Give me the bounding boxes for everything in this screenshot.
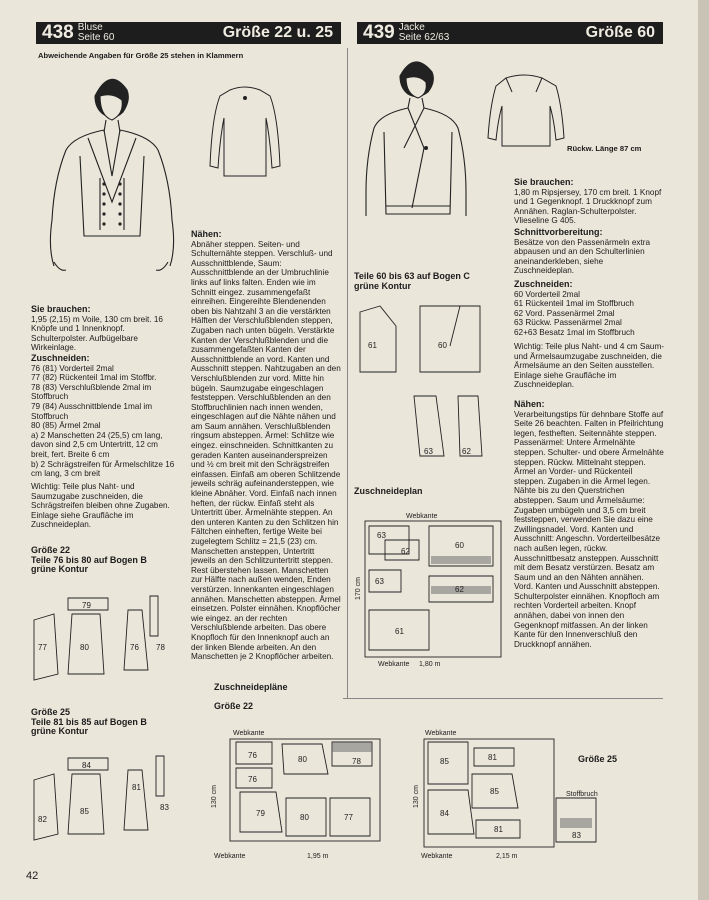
jacket-back-drawing (480, 72, 570, 152)
important-note: Wichtig: Teile plus Naht- und 4 cm Saum- und Ärmelsaumzugabe zuschneiden, die Ärmelsäume an den Seiten ausstellen. Einlage siehe Graufläche im Zuschneideplan. (514, 342, 665, 390)
model-size: Größe 60 (585, 24, 655, 41)
need-text: 1,95 (2,15) m Voile, 130 cm breit. 16 Knöpfe und 1 Innenknopf. Schulterpolster. Aufbügelbare Wirkeinlage. (31, 314, 163, 353)
svg-text:84: 84 (440, 809, 449, 818)
section-divider (343, 698, 663, 699)
blouse-figure-drawing (40, 66, 180, 296)
cut-line: b) 2 Schrägstreifen für Ärmelschlitze 16 cm lang, 3 cm breit (31, 459, 175, 479)
header-438 (36, 22, 341, 44)
column-divider (347, 48, 348, 698)
model-page: Seite 62/63 (398, 32, 450, 43)
svg-text:76: 76 (130, 643, 139, 652)
model-number: 438 (42, 22, 74, 43)
need-text: 1,80 m Ripsjersey, 170 cm breit. 1 Knopf und 1 Gegenknopf. 1 Druckknopf zum Annähen. Raglan-Schulterpolster. Vlieseline G 405. (514, 187, 662, 226)
g22-sheet: Teile 76 bis 80 auf Bogen B (31, 554, 147, 565)
svg-text:60: 60 (438, 341, 447, 350)
cut-line: 62 Vord. Passenärmel 2mal (514, 308, 615, 318)
svg-text:63: 63 (377, 531, 386, 540)
blouse-back-drawing (200, 80, 290, 180)
prep-title: Schnittvorbereitung: (514, 227, 603, 237)
g25-contour: grüne Kontur (31, 726, 88, 737)
svg-text:76: 76 (248, 775, 257, 784)
plan-title: Zuschneideplan (354, 486, 423, 496)
important-note: Wichtig: Teile plus Naht- und Saumzugabe zuschneiden, die Schrägstreifen bleiben ohne Zugaben. Einlage siehe Graufläche im Zuschneideplan. (31, 482, 170, 530)
svg-text:79: 79 (256, 809, 265, 818)
back-length: Rückw. Länge 87 cm (567, 144, 642, 153)
cut-line: 61 Rückenteil 1mal im Stoffbruch (514, 299, 634, 309)
fold-label: Stoffbruch (566, 791, 598, 798)
prep-section (514, 228, 664, 276)
svg-text:77: 77 (344, 813, 353, 822)
header-439 (357, 22, 663, 44)
svg-text:63: 63 (424, 447, 433, 456)
cut-line: 62+63 Besatz 1mal im Stoffbruch (514, 327, 635, 337)
plans-title: Zuschneidepläne (214, 682, 288, 692)
webkante-label: Webkante (233, 730, 265, 737)
plan22-length: 1,95 m (307, 853, 329, 860)
svg-text:78: 78 (156, 643, 165, 652)
cut-title: Zuschneiden: (31, 353, 90, 363)
svg-text:84: 84 (82, 761, 91, 770)
cut-line: 76 (81) Vorderteil 2mal (31, 363, 114, 373)
contour: grüne Kontur (354, 280, 411, 291)
svg-text:85: 85 (80, 807, 89, 816)
need-section (514, 178, 664, 226)
svg-text:78: 78 (352, 757, 361, 766)
svg-text:85: 85 (490, 787, 499, 796)
webkante-label: Webkante (425, 730, 457, 737)
sew-text: Verarbeitungstips für dehnbare Stoffe auf Seite 26 beachten. Falten in Pfeilrichtung legen, festheften. Seitennähte steppen. Passenärmel: Untere Ärmelnähte steppen. Schulter- und obere Ärmelnähte steppen. Rückw. Mittelnaht steppen. Ärmel an Vorder- und Rückenteil steppen. Zugaben in die Ärmel legen. Nähte bis zu den Querstrichen absteppen. Saum und Ärmelsäume: Zugaben umbügeln und 3,5 cm breit feststeppen, verwenden Sie dazu eine Zwillingsnadel. Vord. Kanten und Ausschnitt: Angeschn. Vorderteilbesätze nach außen legen, rückw. Ausschnittbesatz ansteppen. Ausschnitt mit dem Besatz verstürzen. Besatz am Saum und an den Nähten annähen. Vord. Kanten und Ausschnitt absteppen. Schulterpolster einnähen. Knopfloch am rechten Vorderteil arbeiten. Knopf annähen, dabei von innen den Gegenknopf mitfassen. An der linken Kante für den Innenverschluß den Druckknopf annähen. (514, 409, 664, 649)
svg-text:80: 80 (300, 813, 309, 822)
svg-text:80: 80 (298, 755, 307, 764)
pattern-pieces-439 (354, 298, 504, 478)
g22-contour: grüne Kontur (31, 564, 88, 575)
plan22-title: Größe 22 (214, 701, 254, 711)
cut-line: 79 (84) Ausschnittblende 1mal im Stoffbruch (31, 401, 153, 421)
g25-title: Größe 25 (31, 707, 71, 717)
sheet-title: Teile 60 bis 63 auf Bogen C (354, 271, 470, 281)
cut-line: a) 2 Manschetten 24 (25,5) cm lang, davon sind 2,5 cm Untertritt, 12 cm breit, fert. Breite 6 cm (31, 430, 163, 459)
svg-text:76: 76 (248, 751, 257, 760)
svg-text:63: 63 (375, 577, 384, 586)
sew-section (191, 230, 341, 662)
svg-text:80: 80 (80, 643, 89, 652)
pattern-pieces-25 (28, 750, 178, 850)
svg-text:61: 61 (368, 341, 377, 350)
cut-line: 63 Rückw. Passenärmel 2mal (514, 318, 622, 328)
svg-text:81: 81 (494, 825, 503, 834)
pattern-pieces-22 (28, 590, 178, 690)
plan22-drawing (210, 738, 390, 848)
adjacent-page-edge (698, 0, 709, 900)
plan439-width: 170 cm (355, 577, 362, 600)
svg-text:83: 83 (160, 803, 169, 812)
cut-section (514, 280, 664, 338)
need-title: Sie brauchen: (31, 304, 91, 314)
g22-title: Größe 22 (31, 545, 71, 555)
sew-section (514, 400, 664, 649)
model-size: Größe 22 u. 25 (222, 24, 333, 41)
svg-text:82: 82 (38, 815, 47, 824)
svg-text:61: 61 (395, 627, 404, 636)
size-note: Abweichende Angaben für Größe 25 stehen in Klammern (38, 51, 244, 60)
cut-title: Zuschneiden: (514, 279, 573, 289)
webkante-label-bottom: Webkante (214, 853, 246, 860)
svg-text:77: 77 (38, 643, 47, 652)
need-title: Sie brauchen: (514, 177, 574, 187)
svg-text:62: 62 (462, 447, 471, 456)
sew-text: Abnäher steppen. Seiten- und Schulternähte steppen. Verschluß- und Ausschnittblende, Saum: Ausschnittblende an der Umbruchlinie links auf links falten. Enden wie im Schnitt eingez. zusammengefaßt einreihen. Eingereihte Blendenenden oben bis Nahtzahl 3 an die verstärkten Hälften der Verschlußblenden steppen, Zugaben nach unten bügeln. Verstärkte Kanten der Verschlußblenden und die zusammengefaßten Kanten der Ausschnittblende an vord. Kanten und Ausschnitt steppen. Nahtzugaben an den Verschlußblenden zur vord. Mitte hin bügeln. Saumzugabe eingeschlagen feststeppen. Verschlußblenden an den Stoffbruchlinien nach innen wenden, eingeschlagen auf die Nähte nähen und am Saum annähen. Verschlußblenden ringsum absteppen. Ärmel: Schlitze wie eingez. einschneiden. Schnittkanten zu geraden Kanten auseinanderspreizen und ½ cm breit mit den Schrägstreifen einfassen. Einfaß am oberen Schlitzende jeweils schräg aufeinandersteppen, wie kleine Abnäher. Vord. Einfaß nach innen heften, der rückw. Einfaß steht als Untertritt über. Ärmelnähte steppen. An den unteren Kanten zu den Schlitzen hin Fältchen einheften, fertige Weite bei zugelegtem Schlitz = 21,5 (23) cm. Manschetten ansteppen, Untertritt jeweils an den Schlitzuntertritt steppen. Rest überstehen lassen. Manschetten zur Hälfte nach außen wenden, Enden verstürzen. Innenkanten eingeschlagen annähen. Manschetten absteppen. Ärmel einsetzen. Polster einnähen. Knopflöcher wie eingez. an der rechten Verschlußblende arbeiten. Das obere Knopfloch für den Innenknopf auch an der linken Blende arbeiten. An den Manschetten je 2 Knopflöcher arbeiten. (191, 239, 341, 662)
plan25-length: 2,15 m (496, 853, 518, 860)
cut-line: 78 (83) Verschlußblende 2mal im Stoffbruch (31, 382, 152, 402)
svg-text:83: 83 (572, 831, 581, 840)
plan439-length: 1,80 m (419, 661, 441, 668)
svg-text:81: 81 (488, 753, 497, 762)
svg-text:60: 60 (455, 541, 464, 550)
g25-sheet: Teile 81 bis 85 auf Bogen B (31, 716, 147, 727)
model-number: 439 (363, 22, 395, 43)
prep-text: Besätze von den Passenärmeln extra abpausen und an den Schulterlinien aneinanderkleben, siehe Zuschneideplan. (514, 237, 651, 276)
model-type: Jacke (398, 22, 425, 33)
plan25-title: Größe 25 (578, 754, 618, 764)
plan22-width: 130 cm (211, 785, 218, 808)
plan25-width: 130 cm (413, 785, 420, 808)
svg-text:81: 81 (132, 783, 141, 792)
webkante-label-bottom: Webkante (378, 661, 410, 668)
cut-line: 60 Vorderteil 2mal (514, 289, 580, 299)
webkante-label-bottom: Webkante (421, 853, 453, 860)
plan439-drawing (355, 520, 505, 660)
model-type: Bluse (77, 22, 103, 33)
cut-line: 80 (85) Ärmel 2mal (31, 421, 101, 431)
jacket-figure-drawing (360, 56, 480, 232)
svg-text:79: 79 (82, 601, 91, 610)
sew-title: Nähen: (514, 399, 545, 409)
cut-section (31, 354, 176, 479)
page-number: 42 (26, 870, 39, 882)
svg-text:85: 85 (440, 757, 449, 766)
webkante-label: Webkante (406, 513, 438, 520)
model-page: Seite 60 (77, 32, 115, 43)
sew-title: Nähen: (191, 229, 222, 239)
svg-text:62: 62 (455, 585, 464, 594)
svg-text:62: 62 (401, 547, 410, 556)
cut-line: 77 (82) Rückenteil 1mal im Stoffbr. (31, 373, 157, 383)
